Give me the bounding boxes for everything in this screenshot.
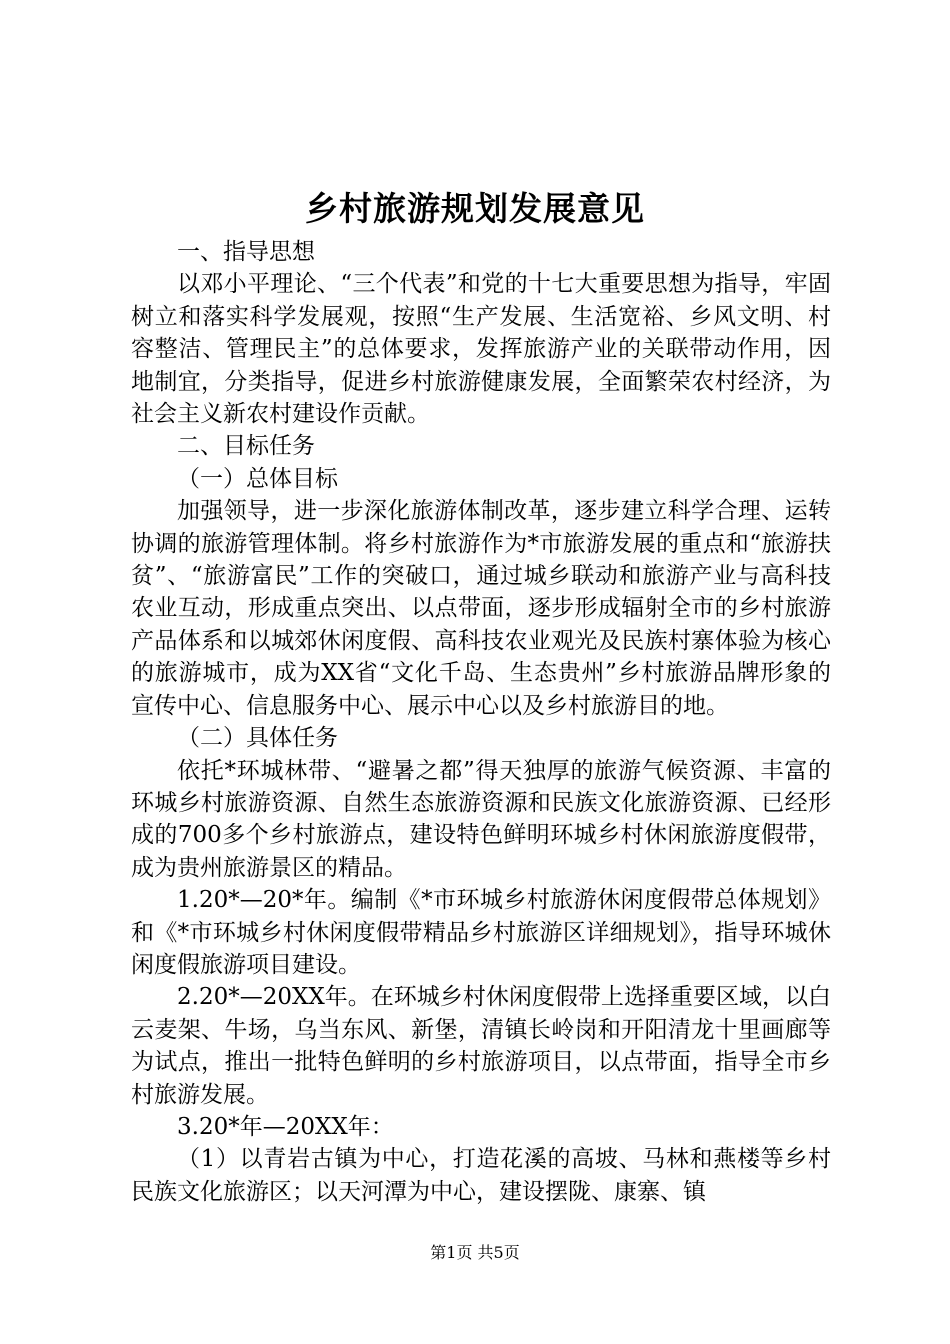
section-heading-guiding-ideology: 一、指导思想 [177, 239, 315, 265]
section-heading-goals-tasks: 二、目标任务 [177, 433, 315, 460]
paragraph-specific-tasks: 依托*环城林带、“避暑之都”得天独厚的旅游气候资源、丰富的环城乡村旅游资源、自然生态旅游资源和民族文化旅游资源、已经形成的700多个乡村旅游点，建设特色鲜明环城乡村休闲旅游度假带，成为贵州旅游景区的精品。 [131, 757, 831, 881]
page-number-label: 第1页 共5页 [430, 1243, 520, 1262]
list-item-task-2: 2.20*—20XX年。在环城乡村休闲度假带上选择重要区域，以白云麦架、牛场，乌当东风、新堡，清镇长岭岗和开阳清龙十里画廊等为试点，推出一批特色鲜明的乡村旅游项目，以点带面，指导全市乡村旅游发展。 [131, 984, 831, 1108]
paragraph-guiding-ideology: 以邓小平理论、“三个代表”和党的十七大重要思想为指导，牢固树立和落实科学发展观，按照“生产发展、生活宽裕、乡风文明、村容整洁、管理民主”的总体要求，发挥旅游产业的关联带动作用，因地制宜，分类指导，促进乡村旅游健康发展，全面繁荣农村经济，为社会主义新农村建设作贡献。 [131, 271, 831, 428]
list-item-task-3-1: （1）以青岩古镇为中心，打造花溪的高坡、马林和燕楼等乡村民族文化旅游区；以天河潭为中心，建设摆陇、康寨、镇 [131, 1146, 831, 1205]
subsection-heading-overall-goal: （一）总体目标 [177, 465, 338, 492]
subsection-heading-specific-tasks: （二）具体任务 [177, 725, 338, 752]
paragraph-overall-goal: 加强领导，进一步深化旅游体制改革，逐步建立科学合理、运转协调的旅游管理体制。将乡村旅游作为*市旅游发展的重点和“旅游扶贫”、“旅游富民”工作的突破口，通过城乡联动和旅游产业与高科技农业互动，形成重点突出、以点带面，逐步形成辐射全市的乡村旅游产品体系和以城郊休闲度假、高科技农业观光及民族村寨体验为核心的旅游城市，成为XX省“文化千岛、生态贵州”乡村旅游品牌形象的宣传中心、信息服务中心、展示中心以及乡村旅游目的地。 [131, 498, 831, 719]
list-item-task-1: 1.20*—20*年。编制《*市环城乡村旅游休闲度假带总体规划》和《*市环城乡村休闲度假带精品乡村旅游区详细规划》，指导环城休闲度假旅游项目建设。 [131, 887, 831, 978]
document-title: 乡村旅游规划发展意见 [305, 189, 645, 228]
list-item-task-3: 3.20*年—20XX年： [177, 1113, 394, 1140]
document-body [131, 236, 831, 1208]
page-footer [0, 1242, 950, 1264]
